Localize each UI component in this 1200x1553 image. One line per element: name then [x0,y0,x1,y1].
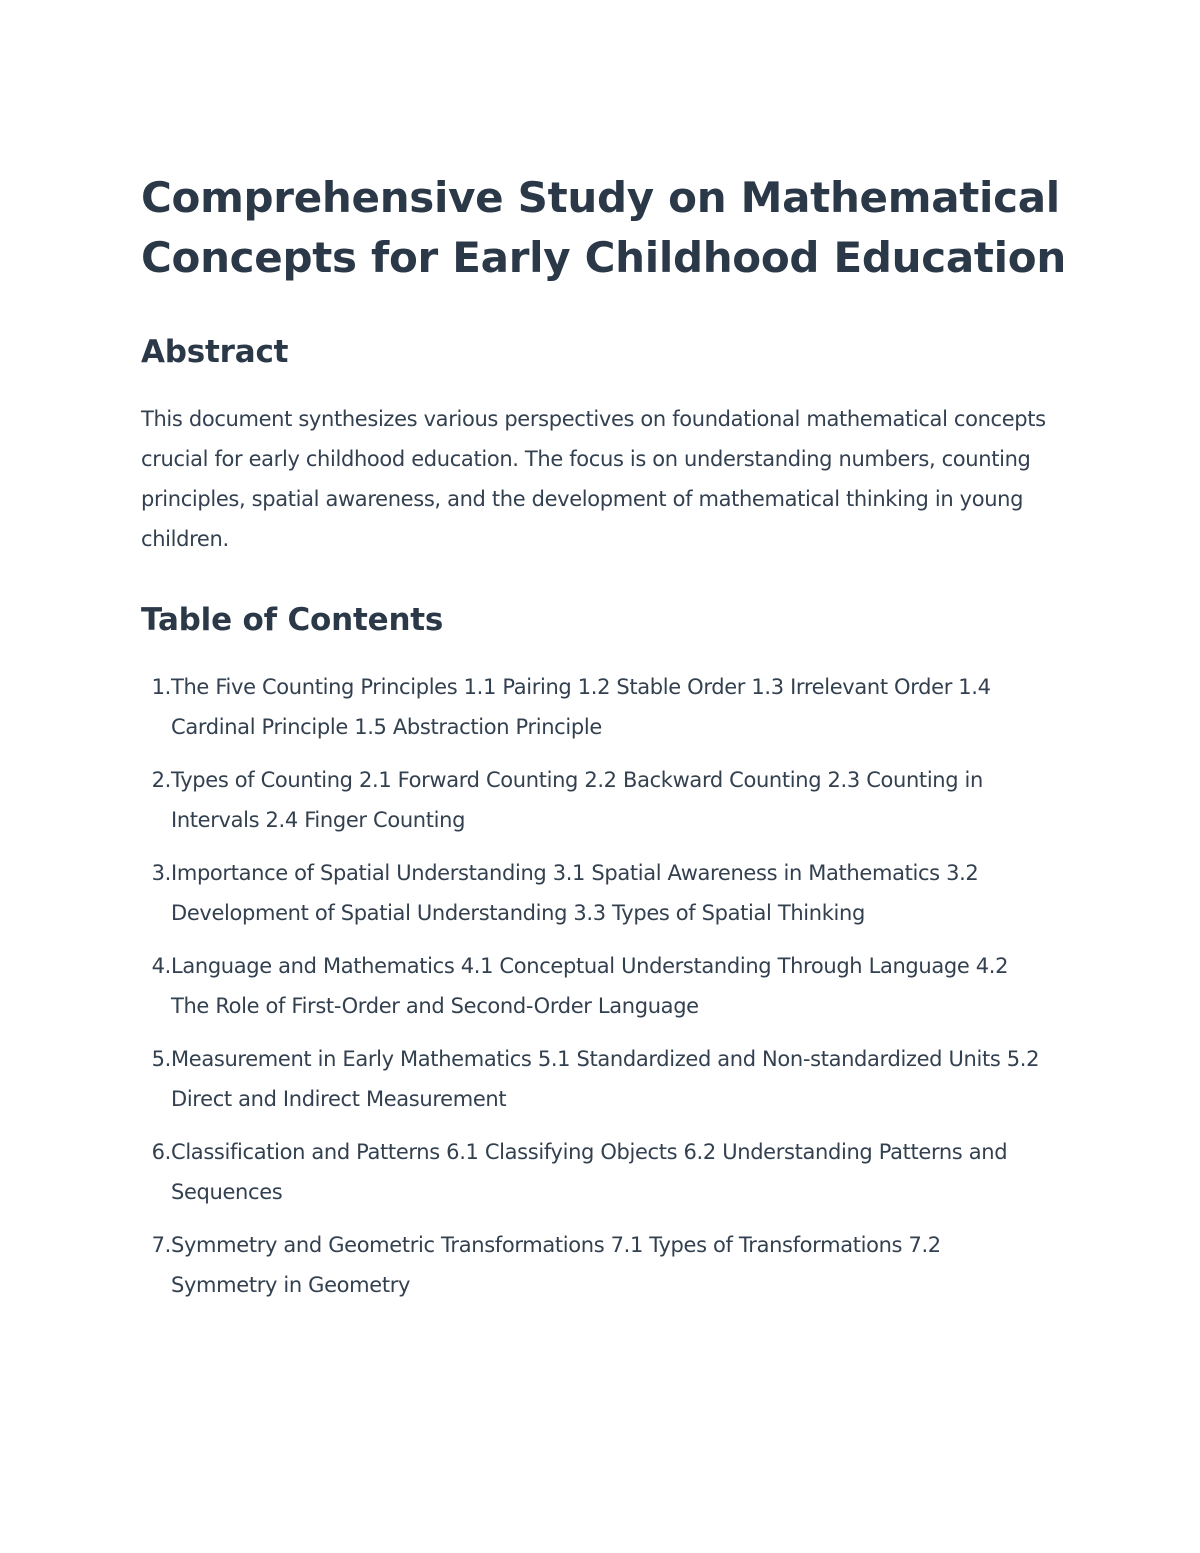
toc-item-number: 4. [151,954,171,978]
toc-item [141,1132,1066,1212]
toc-item-text: Symmetry and Geometric Transformations 7.1 Types of Transformations 7.2 Symmetry in Geometry [171,1233,941,1297]
toc-item-text: Types of Counting 2.1 Forward Counting 2.2 Backward Counting 2.3 Counting in Intervals 2.4 Finger Counting [171,768,984,832]
toc-list [141,667,1066,1305]
toc-item [141,853,1066,933]
toc-item-text: Classification and Patterns 6.1 Classifying Objects 6.2 Understanding Patterns and Sequences [171,1140,1008,1204]
abstract-text: This document synthesizes various perspectives on foundational mathematical concepts crucial for early childhood education. The focus is on understanding numbers, counting principles, spatial awareness, and the development of mathematical thinking in young children. [141,407,1046,551]
toc-item-number: 1. [151,675,171,699]
toc-item-number: 5. [151,1047,171,1071]
toc-item-number: 3. [151,861,171,885]
toc-item-number: 7. [151,1233,171,1257]
toc-item [141,946,1066,1026]
document-page [141,168,1066,1318]
toc-item-text: Language and Mathematics 4.1 Conceptual Understanding Through Language 4.2 The Role of First-Order and Second-Order Language [171,954,1009,1018]
toc-heading: Table of Contents [141,602,444,638]
toc-item-number: 6. [151,1140,171,1164]
toc-item [141,1039,1066,1119]
toc-item [141,667,1066,747]
toc-item-number: 2. [151,768,171,792]
toc-item-text: Importance of Spatial Understanding 3.1 Spatial Awareness in Mathematics 3.2 Development of Spatial Understanding 3.3 Types of Spatial Thinking [171,861,979,925]
toc-item [141,1225,1066,1305]
toc-item [141,760,1066,840]
abstract-heading: Abstract [141,334,289,370]
toc-item-text: The Five Counting Principles 1.1 Pairing 1.2 Stable Order 1.3 Irrelevant Order 1.4 Cardinal Principle 1.5 Abstraction Principle [171,675,991,739]
toc-item-text: Measurement in Early Mathematics 5.1 Standardized and Non-standardized Units 5.2 Direct and Indirect Measurement [171,1047,1040,1111]
document-title: Comprehensive Study on Mathematical Concepts for Early Childhood Education [141,173,1066,282]
